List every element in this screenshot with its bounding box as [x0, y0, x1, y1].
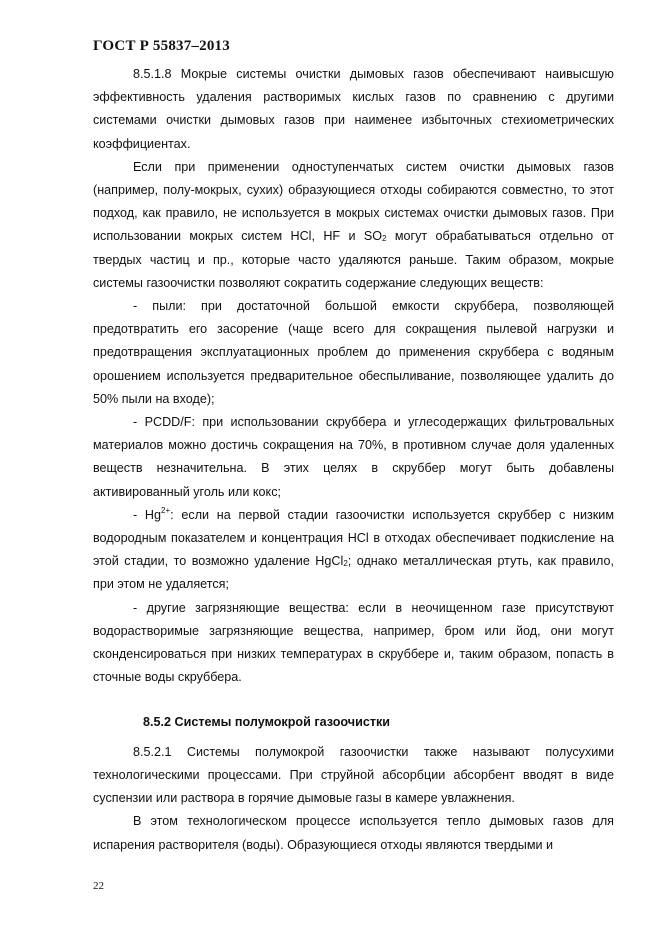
- list-item-dust: - пыли: при достаточной большой емкости скруббера, позволяющей предотвратить его засорение (чаще всего для сокращения пылевой нагрузки и предотвращения эксплуатационных проблем до применения скруббера с водяным орошением используется предварительное обеспыливание, позволяющее удалить до 50% пыли на входе);: [93, 299, 614, 406]
- list-item-other-pollutants: - другие загрязняющие вещества: если в неочищенном газе присутствуют водорастворимые загрязняющие вещества, например, бром или йод, они могут сконденсироваться при низких температурах в скруббере и, таким образом, попасть в сточные воды скруббера.: [93, 600, 614, 685]
- text-run: : если на первой стадии газоочистки используется скруббер с низким водородным показателем и концентрация HCl в отходах обеспечивает подкисление на этой стадии, то возможно удаление HgCl: [93, 507, 614, 569]
- list-item-pcdd: - PCDD/F: при использовании скруббера и углесодержащих фильтровальных материалов можно достичь сокращения на 70%, в противном случае доля удаленных веществ незначительна. В этих целях в скруббер могут быть добавлены активированный уголь или кокс;: [93, 415, 614, 499]
- text-run: Если при применении одноступенчатых систем очистки дымовых газов (например, полу-мокрых, сухих) образующиеся отходы собираются совместно, то этот подход, как правило, не используется в мокрых системах очистки дымовых газов. При использовании мокрых систем HCl, HF и SO: [93, 159, 614, 244]
- page-number: 22: [93, 880, 104, 892]
- list-item-mercury: [93, 504, 614, 597]
- text-run: - Hg: [133, 507, 162, 522]
- text-run: ; однако металлическая ртуть, как правило, при этом не удаляется;: [93, 554, 614, 592]
- paragraph-process-heat: В этом технологическом процессе используется тепло дымовых газов для испарения растворителя (воды). Образующиеся отходы являются твердыми и: [93, 814, 614, 852]
- subscript: 2: [382, 234, 387, 244]
- superscript: 2+: [161, 505, 171, 515]
- paragraph-8-5-2-1: 8.5.2.1 Системы полумокрой газоочистки также называют полусухими технологическими процессами. При струйной абсорбции абсорбент вводят в виде суспензии или раствора в горячие дымовые газы в камере увлажнения.: [93, 744, 614, 806]
- section-heading: 8.5.2 Системы полумокрой газоочистки: [143, 715, 391, 730]
- text-run: могут обрабатываться отдельно от твердых частиц и пр., которые часто удаляются раньше. Таким образом, мокрые системы газоочистки позволяют сократить содержание следующих веществ:: [93, 229, 615, 290]
- paragraph-single-stage: [93, 156, 614, 295]
- document-header: ГОСТ Р 55837–2013: [93, 38, 230, 54]
- subscript: 2: [343, 559, 348, 569]
- page-body: [93, 63, 614, 857]
- paragraph-8-5-1-8: 8.5.1.8 Мокрые системы очистки дымовых газов обеспечивают наивысшую эффективность удаления растворимых кислых газов по сравнению с другими системами очистки дымовых газов при наименее избыточных стехиометрических коэффициентах.: [93, 67, 614, 151]
